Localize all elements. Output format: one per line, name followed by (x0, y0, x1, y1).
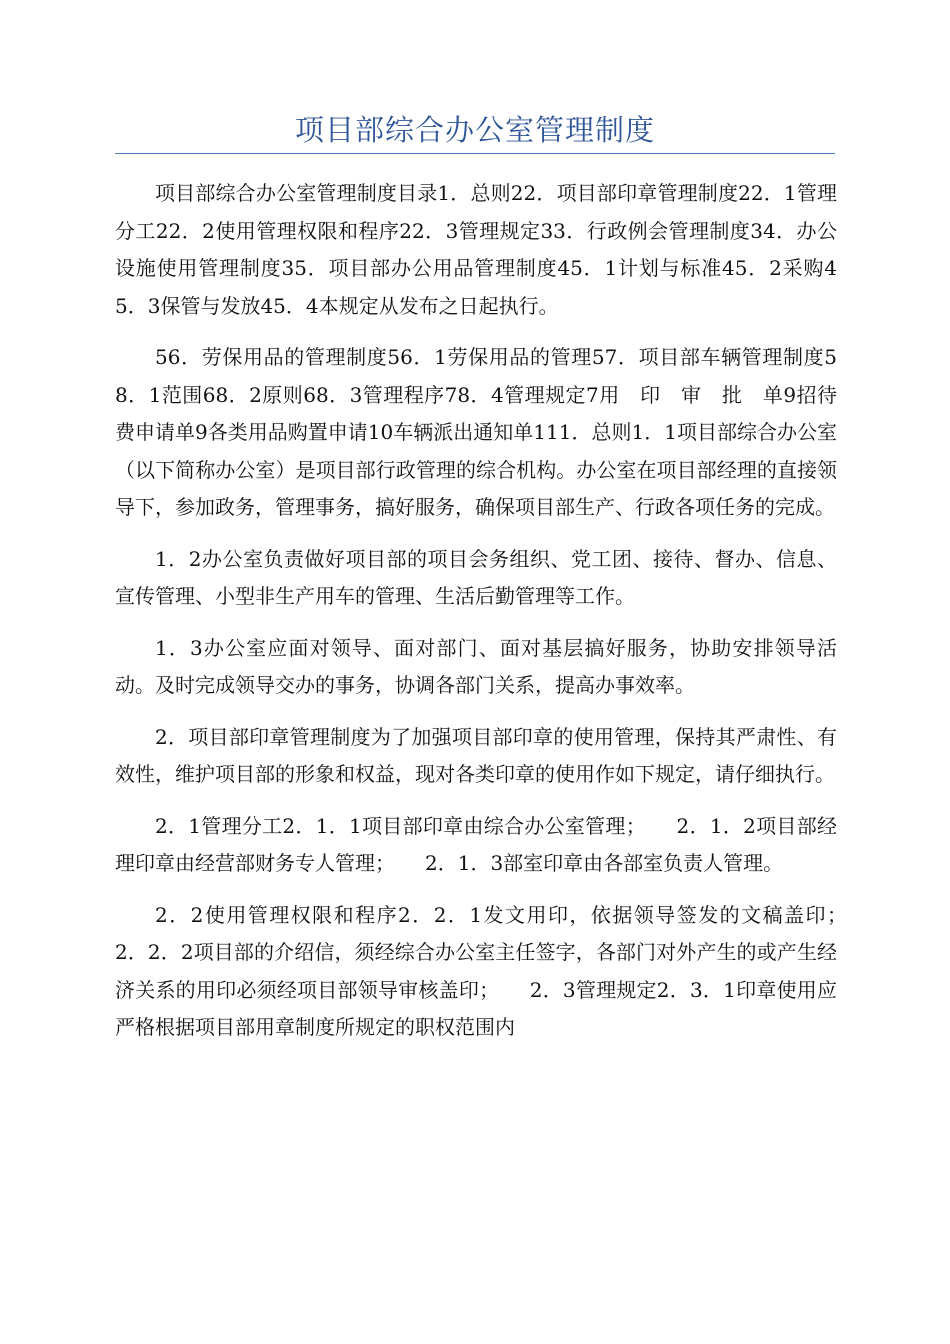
document-title: 项目部综合办公室管理制度 (294, 113, 655, 147)
title-underline (115, 153, 835, 154)
document-body (115, 175, 877, 1061)
paragraph-seal-management: 2．项目部印章管理制度为了加强项目部印章的使用管理，保持其严肃性、有效性，维护项目部的形象和权益，现对各类印章的使用作如下规定，请仔细执行。 (115, 724, 837, 786)
paragraph-usage-authority: 2．2使用管理权限和程序2．2．1发文用印，依据领导签发的文稿盖印； 2．2．2项目部的介绍信，须经综合办公室主任签字，各部门对外产生的或产生经济关系的用印必须经项目部领导审核盖印； 2．3管理规定2．3．1印章使用应严格根据项目部用章制度所规定的职权范围内 (115, 902, 877, 1039)
paragraph-office-service: 1．3办公室应面对领导、面对部门、面对基层搞好服务，协助安排领导活动。及时完成领导交办的事务，协调各部门关系，提高办事效率。 (115, 635, 837, 697)
paragraph-office-duties: 1．2办公室负责做好项目部的项目会务组织、党工团、接待、督办、信息、宣传管理、小型非生产用车的管理、生活后勤管理等工作。 (115, 546, 837, 608)
paragraph-table-of-contents: 项目部综合办公室管理制度目录1．总则22．项目部印章管理制度22．1管理分工22．2使用管理权限和程序22．3管理规定33．行政例会管理制度34．办公设施使用管理制度35．项目部办公用品管理制度45．1计划与标准45．2采购45．3保管与发放45．4本规定从发布之日起执行。 (115, 181, 837, 318)
paragraph-division-of-duties: 2．1管理分工2．1．1项目部印章由综合办公室管理； 2．1．2项目部经理印章由经营部财务专人管理； 2．1．3部室印章由各部室负责人管理。 (115, 813, 837, 875)
paragraph-general-principles: 56．劳保用品的管理制度56．1劳保用品的管理57．项目部车辆管理制度58．1范围68．2原则68．3管理程序78．4管理规定7用 印 审 批 单9招待费申请单9各类用品购置申请10车辆派出通知单111．总则1．1项目部综合办公室（以下简称办公室）是项目部行政管理的综合机构。办公室在项目部经理的直接领导下，参加政务，管理事务，搞好服务，确保项目部生产、行政各项任务的完成。 (115, 345, 837, 519)
